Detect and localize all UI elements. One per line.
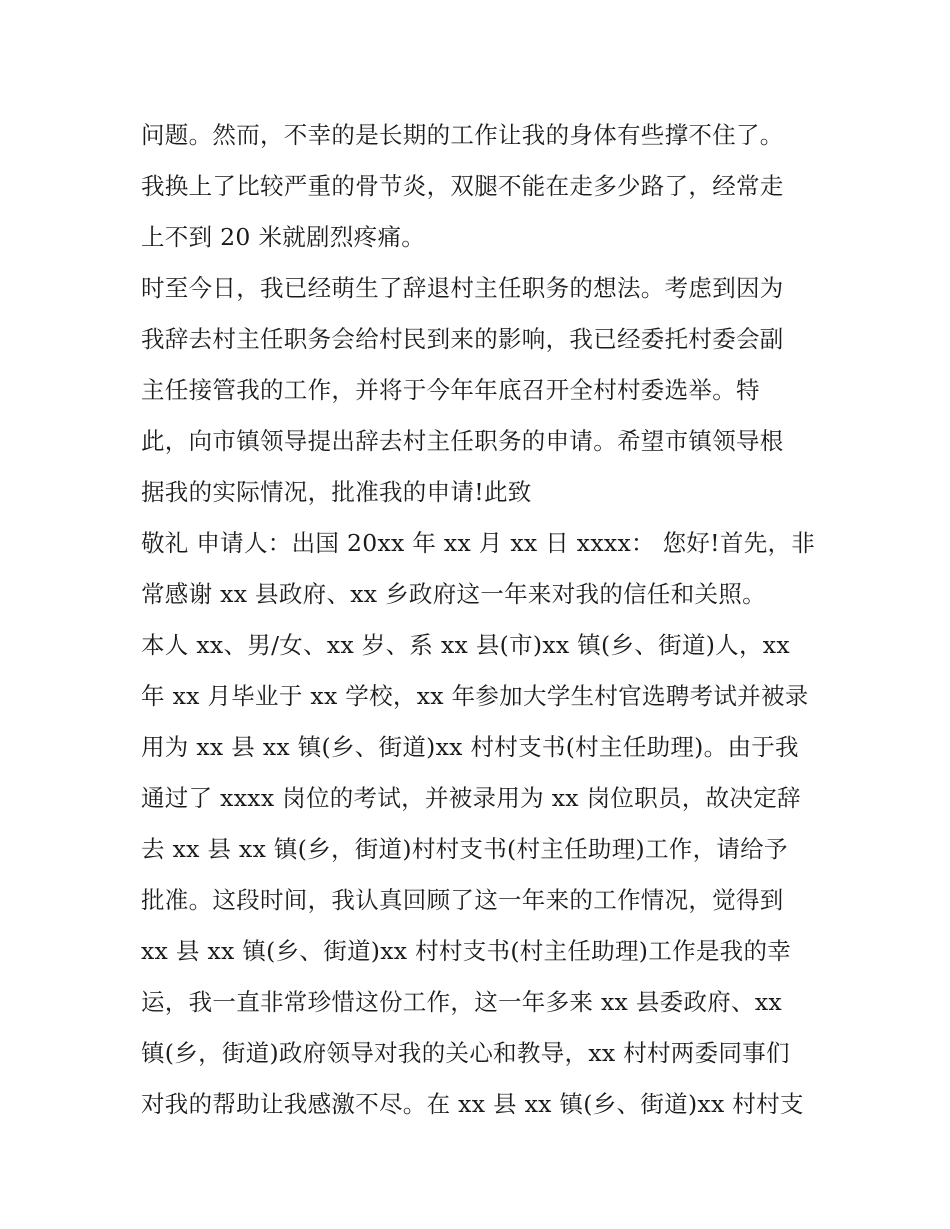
text-line: 镇(乡，街道)政府领导对我的关心和教导，xx 村村两委同事们: [141, 1039, 790, 1067]
text-line: xx 县 xx 镇(乡、街道)xx 村村支书(村主任助理)工作是我的幸: [141, 937, 792, 965]
text-line: 用为 xx 县 xx 镇(乡、街道)xx 村村支书(村主任助理)。由于我: [141, 733, 799, 761]
text-line: 运，我一直非常珍惜这份工作，这一年多来 xx 县委政府、xx: [141, 988, 782, 1016]
body-text: [141, 110, 821, 1130]
text-line: 通过了 xxxx 岗位的考试，并被录用为 xx 岗位职员，故决定辞: [141, 784, 801, 812]
text-line: 问题。然而，不幸的是长期的工作让我的身体有些撑不住了。: [141, 121, 784, 149]
text-line: 常感谢 xx 县政府、xx 乡政府这一年来对我的信任和关照。: [141, 580, 766, 608]
text-line: 去 xx 县 xx 镇(乡，街道)村村支书(村主任助理)工作，请给予: [141, 835, 788, 863]
text-line: 敬礼 申请人：出国 20xx 年 xx 月 xx 日 xxxx： 您好!首先，非: [141, 529, 816, 557]
text-line: 时至今日，我已经萌生了辞退村主任职务的想法。考虑到因为: [141, 274, 784, 302]
text-line: 批准。这段时间，我认真回顾了这一年来的工作情况，觉得到: [141, 886, 784, 914]
text-line: 上不到 20 米就剧烈疼痛。: [141, 223, 426, 251]
text-line: 本人 xx、男/女、xx 岁、系 xx 县(市)xx 镇(乡、街道)人，xx: [141, 631, 790, 659]
text-line: 据我的实际情况，批准我的申请!此致: [141, 478, 532, 506]
text-line: 主任接管我的工作，并将于今年年底召开全村村委选举。特: [141, 376, 760, 404]
text-line: 我辞去村主任职务会给村民到来的影响，我已经委托村委会副: [141, 325, 784, 353]
text-line: 年 xx 月毕业于 xx 学校，xx 年参加大学生村官选聘考试并被录: [141, 682, 809, 710]
text-line: 此，向市镇领导提出辞去村主任职务的申请。希望市镇领导根: [141, 427, 784, 455]
text-line: 我换上了比较严重的骨节炎，双腿不能在走多少路了，经常走: [141, 172, 784, 200]
text-line: 对我的帮助让我感激不尽。在 xx 县 xx 镇(乡、街道)xx 村村支: [141, 1090, 804, 1118]
